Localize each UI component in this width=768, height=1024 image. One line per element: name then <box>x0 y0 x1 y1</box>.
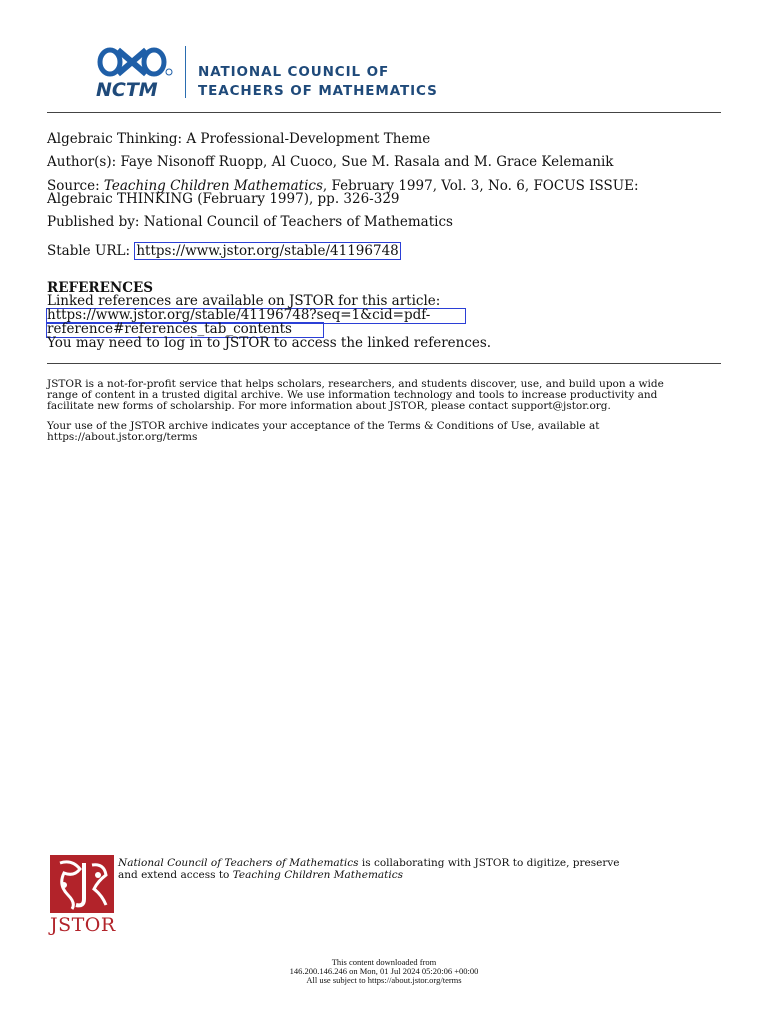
publisher-label: Published by: <box>47 214 140 230</box>
top-divider <box>47 112 721 113</box>
stable-url-link[interactable]: https://www.jstor.org/stable/41196748 <box>136 243 399 259</box>
jstor-logo <box>50 855 114 913</box>
collab-org: National Council of Teachers of Mathematics <box>118 857 359 869</box>
jstor-wordmark: JSTOR <box>50 914 116 936</box>
nctm-logo-text: NCTM <box>96 79 158 100</box>
terms-link[interactable]: https://about.jstor.org/terms <box>47 431 198 443</box>
stable-url-line <box>47 244 401 259</box>
notice-line: Your use of the JSTOR archive indicates your acceptance of the Terms & Conditions of Use, available at <box>47 420 600 432</box>
footer-line1: This content downloaded from <box>331 957 437 967</box>
notice-line: JSTOR is a not-for-profit service that helps scholars, researchers, and students discover, use, and build upon a wide <box>47 378 664 390</box>
references-link-line2[interactable]: reference#references_tab_contents <box>47 321 292 337</box>
collab-mid: is collaborating with JSTOR to digitize, preserve <box>358 857 620 869</box>
stable-url-label: Stable URL: <box>47 243 131 259</box>
collab-line1 <box>118 857 718 869</box>
org-name-line1: NATIONAL COUNCIL OF <box>198 64 390 80</box>
publisher: National Council of Teachers of Mathematics <box>143 214 453 230</box>
collaboration-statement <box>118 857 718 881</box>
mid-divider <box>47 363 721 364</box>
collab-journal: Teaching Children Mathematics <box>232 869 404 881</box>
authors-line <box>47 155 613 170</box>
jstor-notice-para2 <box>47 421 727 443</box>
collab-line2 <box>118 869 718 881</box>
references-heading: REFERENCES <box>47 280 154 296</box>
logo-divider <box>185 46 186 98</box>
publisher-line <box>47 215 453 230</box>
references-link-line1[interactable]: https://www.jstor.org/stable/41196748?seq=1&cid=pdf- <box>47 307 431 323</box>
article-title: Algebraic Thinking: A Professional-Development Theme <box>47 131 431 147</box>
notice-line: range of content in a trusted digital archive. We use information technology and tools to increase productivity and <box>47 389 658 401</box>
references-intro: Linked references are available on JSTOR for this article: <box>47 293 441 309</box>
footer-line3: All use subject to https://about.jstor.org/terms <box>306 975 462 985</box>
source-details: , February 1997, Vol. 3, No. 6, FOCUS ISSUE: <box>322 178 639 194</box>
authors: Faye Nisonoff Ruopp, Al Cuoco, Sue M. Rasala and M. Grace Kelemanik <box>120 154 614 170</box>
org-name-line2: TEACHERS OF MATHEMATICS <box>198 83 438 99</box>
source-label: Source: <box>47 178 100 194</box>
jstor-notice-para1 <box>47 379 727 412</box>
references-login-note: You may need to log in to JSTOR to access the linked references. <box>47 335 492 351</box>
nctm-logo <box>96 44 176 100</box>
notice-line: facilitate new forms of scholarship. For more information about JSTOR, please contact support@jstor.org. <box>47 400 611 412</box>
collab-line2-start: and extend access to <box>118 869 233 881</box>
footer-line2: 146.200.146.246 on Mon, 01 Jul 2024 05:20:06 +00:00 <box>289 966 479 976</box>
authors-label: Author(s): <box>47 154 117 170</box>
source-line2: Algebraic THINKING (February 1997), pp. 326-329 <box>47 191 400 207</box>
source-journal: Teaching Children Mathematics <box>103 178 323 194</box>
